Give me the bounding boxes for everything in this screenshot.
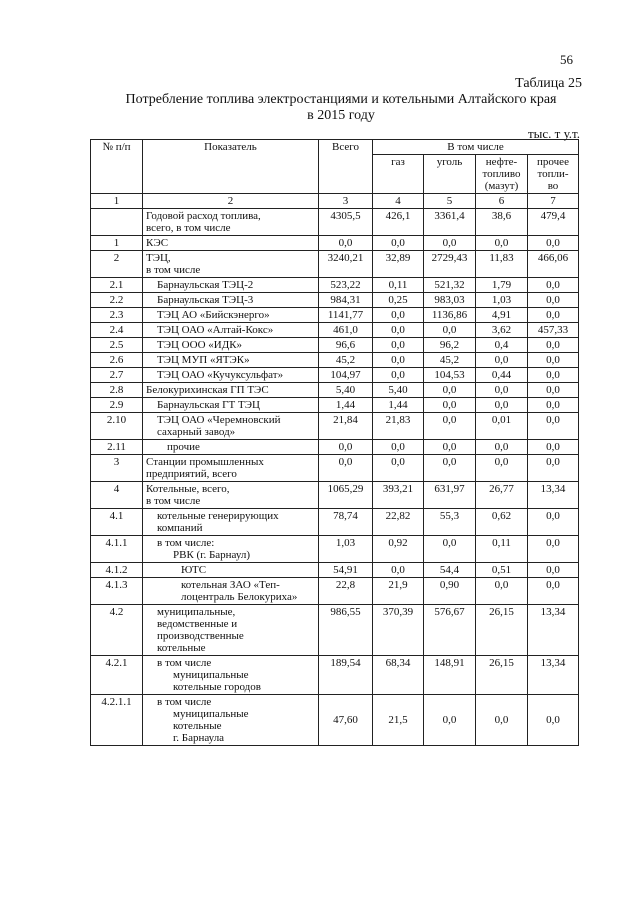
row-number: 2.5 bbox=[91, 338, 143, 353]
row-value: 0,0 bbox=[528, 509, 579, 536]
row-number: 2 bbox=[91, 251, 143, 278]
row-value: 104,53 bbox=[424, 368, 476, 383]
indicator-line: всего, в том числе bbox=[146, 222, 231, 234]
indicator-line: РВК (г. Барнаул) bbox=[173, 549, 251, 561]
row-value: 523,22 bbox=[319, 278, 373, 293]
row-value: 45,2 bbox=[424, 353, 476, 368]
table-row bbox=[91, 605, 579, 656]
row-indicator bbox=[143, 578, 319, 605]
row-value: 32,89 bbox=[373, 251, 424, 278]
row-value: 1136,86 bbox=[424, 308, 476, 323]
row-value: 0,0 bbox=[424, 323, 476, 338]
units-label: тыс. т у.т. bbox=[527, 126, 580, 141]
title-line-1: Потребление топлива электростанциями и котельными Алтайского края bbox=[125, 92, 557, 107]
title-line-2: в 2015 году bbox=[307, 108, 375, 123]
row-value: 104,97 bbox=[319, 368, 373, 383]
indicator-line: ТЭЦ ОАО «Алтай-Кокс» bbox=[157, 324, 274, 336]
indicator-line: в том числе bbox=[146, 495, 201, 507]
table-label: Таблица 25 bbox=[515, 76, 582, 91]
row-value: 96,6 bbox=[319, 338, 373, 353]
row-indicator bbox=[143, 383, 319, 398]
row-value: 0,0 bbox=[528, 383, 579, 398]
row-indicator bbox=[143, 536, 319, 563]
indicator-line: г. Барнаула bbox=[173, 732, 225, 744]
row-value: 0,0 bbox=[319, 440, 373, 455]
row-value: 0,92 bbox=[373, 536, 424, 563]
row-value: 631,97 bbox=[424, 482, 476, 509]
indicator-line: муниципальные bbox=[173, 669, 249, 681]
indicator-line: муниципальные bbox=[173, 708, 249, 720]
row-value: 0,11 bbox=[476, 536, 528, 563]
row-value: 4,91 bbox=[476, 308, 528, 323]
header-indicator: Показатель bbox=[143, 140, 319, 194]
row-number: 4.1.3 bbox=[91, 578, 143, 605]
header-other bbox=[528, 155, 579, 194]
row-number: 4.2 bbox=[91, 605, 143, 656]
table-row bbox=[91, 413, 579, 440]
row-indicator bbox=[143, 368, 319, 383]
row-value: 1,03 bbox=[319, 536, 373, 563]
row-value: 0,0 bbox=[373, 338, 424, 353]
indicator-line: Белокурихинская ГП ТЭС bbox=[146, 384, 269, 396]
row-value: 21,9 bbox=[373, 578, 424, 605]
row-value: 47,60 bbox=[319, 695, 373, 746]
row-number bbox=[91, 209, 143, 236]
row-value: 0,0 bbox=[373, 455, 424, 482]
indicator-line: сахарный завод» bbox=[157, 426, 236, 438]
row-value: 0,25 bbox=[373, 293, 424, 308]
indicator-line: лоцентраль Белокуриха» bbox=[181, 591, 298, 603]
row-indicator bbox=[143, 236, 319, 251]
row-value: 984,31 bbox=[319, 293, 373, 308]
header-other-l3: во bbox=[547, 180, 559, 192]
row-value: 0,0 bbox=[476, 455, 528, 482]
row-number: 2.4 bbox=[91, 323, 143, 338]
row-indicator bbox=[143, 251, 319, 278]
table-row bbox=[91, 536, 579, 563]
row-value: 1,79 bbox=[476, 278, 528, 293]
row-value: 21,83 bbox=[373, 413, 424, 440]
header-row-1 bbox=[91, 140, 579, 155]
row-value: 370,39 bbox=[373, 605, 424, 656]
table-row bbox=[91, 440, 579, 455]
row-value: 0,0 bbox=[476, 383, 528, 398]
indicator-line: котельные bbox=[157, 642, 206, 654]
row-value: 13,34 bbox=[528, 656, 579, 695]
row-value: 2729,43 bbox=[424, 251, 476, 278]
row-value: 22,8 bbox=[319, 578, 373, 605]
header-num: № п/п bbox=[91, 140, 143, 194]
row-value: 3361,4 bbox=[424, 209, 476, 236]
table-row bbox=[91, 209, 579, 236]
table-row bbox=[91, 293, 579, 308]
indicator-line: в том числе bbox=[146, 264, 201, 276]
row-value: 4305,5 bbox=[319, 209, 373, 236]
indicator-line: Барнаульская ТЭЦ-3 bbox=[157, 294, 254, 306]
row-value: 0,0 bbox=[424, 398, 476, 413]
row-value: 0,0 bbox=[528, 278, 579, 293]
indicator-line: компаний bbox=[157, 522, 203, 534]
row-value: 0,0 bbox=[528, 440, 579, 455]
table-row bbox=[91, 338, 579, 353]
indicator-line: Котельные, всего, bbox=[146, 483, 230, 495]
row-value: 0,0 bbox=[476, 398, 528, 413]
table-row bbox=[91, 578, 579, 605]
indicator-line: муниципальные, bbox=[157, 606, 236, 618]
row-indicator bbox=[143, 293, 319, 308]
row-value: 0,51 bbox=[476, 563, 528, 578]
row-number: 2.1 bbox=[91, 278, 143, 293]
row-indicator bbox=[143, 413, 319, 440]
row-value: 0,0 bbox=[373, 440, 424, 455]
row-value: 0,0 bbox=[373, 236, 424, 251]
row-value: 0,11 bbox=[373, 278, 424, 293]
row-value: 0,0 bbox=[373, 368, 424, 383]
row-value: 426,1 bbox=[373, 209, 424, 236]
row-indicator bbox=[143, 440, 319, 455]
table-row bbox=[91, 308, 579, 323]
row-indicator bbox=[143, 563, 319, 578]
row-value: 0,01 bbox=[476, 413, 528, 440]
row-indicator bbox=[143, 398, 319, 413]
header-total: Всего bbox=[319, 140, 373, 194]
row-value: 45,2 bbox=[319, 353, 373, 368]
row-indicator bbox=[143, 605, 319, 656]
row-value: 0,0 bbox=[528, 353, 579, 368]
row-value: 0,0 bbox=[476, 695, 528, 746]
row-value: 0,0 bbox=[319, 455, 373, 482]
row-value: 13,34 bbox=[528, 605, 579, 656]
row-value: 0,0 bbox=[528, 578, 579, 605]
table-row bbox=[91, 236, 579, 251]
row-value: 0,0 bbox=[528, 413, 579, 440]
row-value: 0,0 bbox=[319, 236, 373, 251]
indicator-line: ТЭЦ АО «Бийскэнерго» bbox=[157, 309, 270, 321]
row-value: 0,0 bbox=[528, 368, 579, 383]
header-incl: В том числе bbox=[373, 140, 579, 155]
table-row bbox=[91, 398, 579, 413]
row-number: 3 bbox=[91, 455, 143, 482]
indicator-line: в том числе bbox=[157, 657, 212, 669]
header-other-l1: прочее bbox=[537, 156, 569, 168]
row-number: 2.9 bbox=[91, 398, 143, 413]
row-value: 0,0 bbox=[373, 563, 424, 578]
indicator-line: котельные городов bbox=[173, 681, 261, 693]
row-value: 0,4 bbox=[476, 338, 528, 353]
table-row bbox=[91, 509, 579, 536]
row-value: 5,40 bbox=[373, 383, 424, 398]
row-value: 0,0 bbox=[424, 455, 476, 482]
header-oil-l3: (мазут) bbox=[484, 180, 519, 192]
table-row bbox=[91, 368, 579, 383]
row-value: 0,0 bbox=[424, 236, 476, 251]
row-number: 1 bbox=[91, 236, 143, 251]
row-value: 1141,77 bbox=[319, 308, 373, 323]
row-value: 0,0 bbox=[424, 383, 476, 398]
row-number: 4 bbox=[91, 482, 143, 509]
row-number: 4.2.1 bbox=[91, 656, 143, 695]
indicator-line: котельные генерирующих bbox=[157, 510, 279, 522]
row-value: 0,62 bbox=[476, 509, 528, 536]
row-value: 461,0 bbox=[319, 323, 373, 338]
row-value: 0,0 bbox=[528, 293, 579, 308]
row-value: 0,0 bbox=[528, 308, 579, 323]
row-number: 4.2.1.1 bbox=[91, 695, 143, 746]
row-indicator bbox=[143, 455, 319, 482]
row-number: 2.7 bbox=[91, 368, 143, 383]
row-value: 1,44 bbox=[319, 398, 373, 413]
indicator-line: прочие bbox=[167, 441, 200, 453]
indicator-line: предприятий, всего bbox=[146, 468, 237, 480]
row-value: 3240,21 bbox=[319, 251, 373, 278]
indicator-line: в том числе: bbox=[157, 537, 215, 549]
row-value: 983,03 bbox=[424, 293, 476, 308]
row-value: 986,55 bbox=[319, 605, 373, 656]
row-indicator bbox=[143, 353, 319, 368]
row-value: 189,54 bbox=[319, 656, 373, 695]
row-value: 1,03 bbox=[476, 293, 528, 308]
row-value: 13,34 bbox=[528, 482, 579, 509]
row-value: 21,84 bbox=[319, 413, 373, 440]
row-indicator bbox=[143, 338, 319, 353]
row-value: 0,0 bbox=[476, 440, 528, 455]
table-row bbox=[91, 455, 579, 482]
row-value: 0,0 bbox=[373, 353, 424, 368]
row-indicator bbox=[143, 509, 319, 536]
table-row bbox=[91, 353, 579, 368]
table-row bbox=[91, 482, 579, 509]
indicator-line: Барнаульская ТЭЦ-2 bbox=[157, 279, 254, 291]
row-value: 0,0 bbox=[528, 455, 579, 482]
row-value: 78,74 bbox=[319, 509, 373, 536]
row-indicator bbox=[143, 308, 319, 323]
row-number: 2.10 bbox=[91, 413, 143, 440]
column-number-row bbox=[91, 194, 579, 209]
row-value: 21,5 bbox=[373, 695, 424, 746]
header-coal: уголь bbox=[424, 155, 476, 194]
indicator-line: Станции промышленных bbox=[146, 456, 264, 468]
indicator-line: котельные bbox=[173, 720, 222, 732]
row-value: 393,21 bbox=[373, 482, 424, 509]
row-value: 5,40 bbox=[319, 383, 373, 398]
row-value: 0,0 bbox=[373, 308, 424, 323]
header-oil bbox=[476, 155, 528, 194]
row-value: 68,34 bbox=[373, 656, 424, 695]
table-row bbox=[91, 563, 579, 578]
col-number: 6 bbox=[476, 194, 528, 209]
indicator-line: ТЭЦ ООО «ИДК» bbox=[157, 339, 243, 351]
row-indicator bbox=[143, 482, 319, 509]
col-number: 7 bbox=[528, 194, 579, 209]
row-indicator bbox=[143, 209, 319, 236]
row-number: 4.1 bbox=[91, 509, 143, 536]
row-value: 0,0 bbox=[424, 440, 476, 455]
row-value: 0,0 bbox=[424, 536, 476, 563]
table-row bbox=[91, 656, 579, 695]
row-value: 55,3 bbox=[424, 509, 476, 536]
row-number: 2.11 bbox=[91, 440, 143, 455]
page-number: 56 bbox=[560, 52, 573, 67]
table-row bbox=[91, 251, 579, 278]
col-number: 1 bbox=[91, 194, 143, 209]
row-value: 0,0 bbox=[528, 563, 579, 578]
indicator-line: Годовой расход топлива, bbox=[146, 210, 261, 222]
row-value: 1,44 bbox=[373, 398, 424, 413]
row-value: 26,77 bbox=[476, 482, 528, 509]
row-value: 0,0 bbox=[476, 578, 528, 605]
row-value: 0,44 bbox=[476, 368, 528, 383]
row-number: 2.6 bbox=[91, 353, 143, 368]
row-number: 2.8 bbox=[91, 383, 143, 398]
indicator-line: в том числе bbox=[157, 696, 212, 708]
row-value: 11,83 bbox=[476, 251, 528, 278]
row-value: 54,4 bbox=[424, 563, 476, 578]
table-title bbox=[96, 92, 586, 124]
indicator-line: ТЭЦ МУП «ЯТЭК» bbox=[157, 354, 250, 366]
table-row bbox=[91, 383, 579, 398]
header-other-l2: топли- bbox=[537, 168, 569, 180]
row-value: 0,0 bbox=[476, 353, 528, 368]
row-value: 96,2 bbox=[424, 338, 476, 353]
header-gas: газ bbox=[373, 155, 424, 194]
header-oil-l2: топливо bbox=[482, 168, 521, 180]
row-value: 3,62 bbox=[476, 323, 528, 338]
row-number: 2.2 bbox=[91, 293, 143, 308]
row-value: 148,91 bbox=[424, 656, 476, 695]
row-number: 4.1.2 bbox=[91, 563, 143, 578]
row-value: 54,91 bbox=[319, 563, 373, 578]
row-value: 521,32 bbox=[424, 278, 476, 293]
row-indicator bbox=[143, 695, 319, 746]
indicator-line: ведомственные и bbox=[157, 618, 238, 630]
row-value: 0,0 bbox=[424, 413, 476, 440]
col-number: 3 bbox=[319, 194, 373, 209]
row-value: 26,15 bbox=[476, 605, 528, 656]
row-value: 0,0 bbox=[528, 236, 579, 251]
row-indicator bbox=[143, 323, 319, 338]
row-indicator bbox=[143, 278, 319, 293]
row-value: 0,0 bbox=[528, 695, 579, 746]
row-value: 0,0 bbox=[424, 695, 476, 746]
row-value: 26,15 bbox=[476, 656, 528, 695]
row-value: 466,06 bbox=[528, 251, 579, 278]
row-value: 0,0 bbox=[528, 536, 579, 563]
table-row bbox=[91, 323, 579, 338]
row-number: 2.3 bbox=[91, 308, 143, 323]
row-value: 0,0 bbox=[373, 323, 424, 338]
indicator-line: ТЭЦ ОАО «Кучуксульфат» bbox=[157, 369, 284, 381]
indicator-line: ТЭЦ ОАО «Черемновский bbox=[157, 414, 281, 426]
indicator-line: ТЭЦ, bbox=[146, 252, 171, 264]
row-value: 1065,29 bbox=[319, 482, 373, 509]
indicator-line: производственные bbox=[157, 630, 244, 642]
row-value: 38,6 bbox=[476, 209, 528, 236]
indicator-line: котельная ЗАО «Теп- bbox=[181, 579, 280, 591]
row-value: 457,33 bbox=[528, 323, 579, 338]
header-oil-l1: нефте- bbox=[485, 156, 518, 168]
row-value: 0,0 bbox=[528, 338, 579, 353]
indicator-line: Барнаульская ГТ ТЭЦ bbox=[157, 399, 260, 411]
row-indicator bbox=[143, 656, 319, 695]
row-value: 479,4 bbox=[528, 209, 579, 236]
fuel-consumption-table bbox=[90, 139, 579, 746]
row-value: 0,90 bbox=[424, 578, 476, 605]
table-row bbox=[91, 695, 579, 746]
col-number: 4 bbox=[373, 194, 424, 209]
indicator-line: КЭС bbox=[146, 237, 169, 249]
row-value: 22,82 bbox=[373, 509, 424, 536]
row-value: 0,0 bbox=[476, 236, 528, 251]
col-number: 2 bbox=[143, 194, 319, 209]
table-body bbox=[91, 209, 579, 746]
row-value: 0,0 bbox=[528, 398, 579, 413]
table-row bbox=[91, 278, 579, 293]
indicator-line: ЮТС bbox=[181, 564, 207, 576]
row-value: 576,67 bbox=[424, 605, 476, 656]
col-number: 5 bbox=[424, 194, 476, 209]
row-number: 4.1.1 bbox=[91, 536, 143, 563]
